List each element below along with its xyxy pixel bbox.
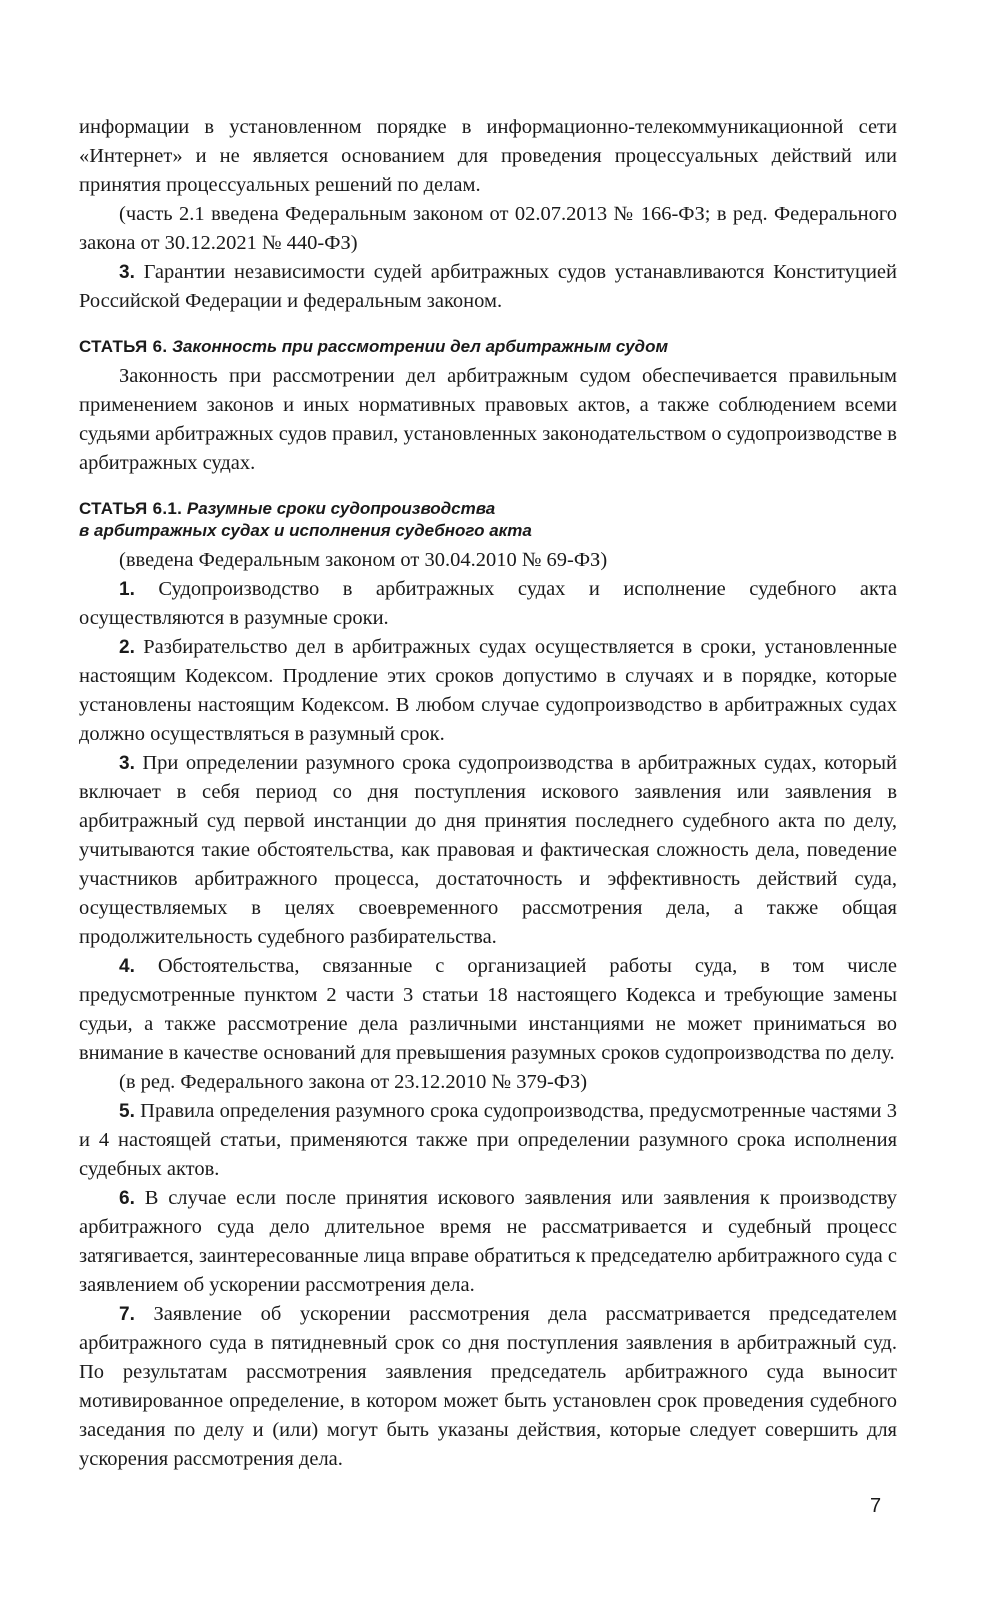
article-title-line1: Разумные сроки судопроизводства <box>186 499 496 518</box>
page-number: 7 <box>870 1495 882 1517</box>
clause-text: Правила определения разумного срока судопроизводства, предусмотренные частями 3 и 4 настоящей статьи, применяются также при определении разумного срока исполнения судебных актов. <box>79 1100 897 1180</box>
article-label: СТАТЬЯ 6.1. <box>79 499 183 518</box>
clause-number: 5. <box>119 1101 135 1122</box>
clause-3 <box>79 749 897 952</box>
clause-text: Гарантии независимости судей арбитражных судов устанавливаются Конституцией Российской Федерации и федеральным законом. <box>79 261 897 312</box>
clause-number: 6. <box>119 1188 135 1209</box>
clause-number: 3. <box>119 753 135 774</box>
clause-5 <box>79 1097 897 1184</box>
clause-number: 3. <box>119 262 135 283</box>
clause-4 <box>79 952 897 1068</box>
clause-number: 2. <box>119 637 135 658</box>
clause-number: 1. <box>119 579 135 600</box>
article-6-text: Законность при рассмотрении дел арбитражным судом обеспечивается правильным применением законов и иных нормативных правовых актов, а также соблюдением всеми судьями арбитражных судов правил, установленных законодательством о судопроизводстве в арбитражных судах. <box>79 365 897 474</box>
clause-7 <box>79 1300 897 1474</box>
article-title-line2: в арбитражных судах и исполнения судебного акта <box>79 521 532 540</box>
paragraph-continuation: информации в установленном порядке в информационно-телекоммуникационной сети «Интернет» и не является основанием для проведения процессуальных действий или принятия процессуальных решений по делам. <box>79 116 897 196</box>
amendment-note: (в ред. Федерального закона от 23.12.2010 № 379-ФЗ) <box>119 1071 588 1093</box>
article-6-heading <box>79 336 897 358</box>
clause-2 <box>79 633 897 749</box>
clause-text: Заявление об ускорении рассмотрения дела рассматривается председателем арбитражного суда в пятидневный срок со дня поступления заявления в арбитражный суд. По результатам рассмотрения заявления председатель арбитражного суда выносит мотивированное определение, в котором может быть установлен срок проведения судебного заседания по делу и (или) могут быть указаны действия, которые следует совершить для ускорения рассмотрения дела. <box>79 1303 898 1470</box>
article-title: Законность при рассмотрении дел арбитражным судом <box>172 337 669 356</box>
article-6-1-heading <box>79 498 897 542</box>
clause-text: В случае если после принятия искового заявления или заявления к производству арбитражного суда дело длительное время не рассматривается и судебный процесс затягивается, заинтересованные лица вправе обратиться к председателю арбитражного суда с заявлением об ускорении рассмотрения дела. <box>79 1187 898 1296</box>
clause-text: При определении разумного срока судопроизводства в арбитражных судах, который включает в себя период со дня поступления искового заявления или заявления в арбитражный суд первой инстанции до дня принятия последнего судебного акта по делу, учитываются такие обстоятельства, как правовая и фактическая сложность дела, поведение участников арбитражного процесса, достаточность и эффективность действий суда, осуществляемых в целях своевременного рассмотрения дела, а также общая продолжительность судебного разбирательства. <box>79 752 897 948</box>
clause-number: 4. <box>119 956 135 977</box>
clause-3 <box>79 258 897 316</box>
clause-text: Разбирательство дел в арбитражных судах осуществляется в сроки, установленные настоящим Кодексом. Продление этих сроков допустимо в случаях и в порядке, которые установлены настоящим Кодексом. В любом случае судопроизводство в арбитражных судах должно осуществляться в разумный срок. <box>79 636 898 745</box>
article-label: СТАТЬЯ 6. <box>79 337 168 356</box>
amendment-note: (часть 2.1 введена Федеральным законом от 02.07.2013 № 166-ФЗ; в ред. Федерального закона от 30.12.2021 № 440-ФЗ) <box>79 203 897 254</box>
clause-text: Обстоятельства, связанные с организацией работы суда, в том числе предусмотренные пунктом 2 части 3 статьи 18 настоящего Кодекса и требующие замены судьи, а также рассмотрение дела различными инстанциями не может приниматься во внимание в качестве оснований для превышения разумных сроков судопроизводства по делу. <box>79 955 898 1064</box>
article-6-1-note: (введена Федеральным законом от 30.04.2010 № 69-ФЗ) <box>119 549 608 571</box>
clause-text: Судопроизводство в арбитражных судах и исполнение судебного акта осуществляются в разумные сроки. <box>79 578 897 629</box>
clause-1 <box>79 575 897 633</box>
clause-number: 7. <box>119 1304 135 1325</box>
clause-6 <box>79 1184 897 1300</box>
page-content <box>79 113 897 1474</box>
